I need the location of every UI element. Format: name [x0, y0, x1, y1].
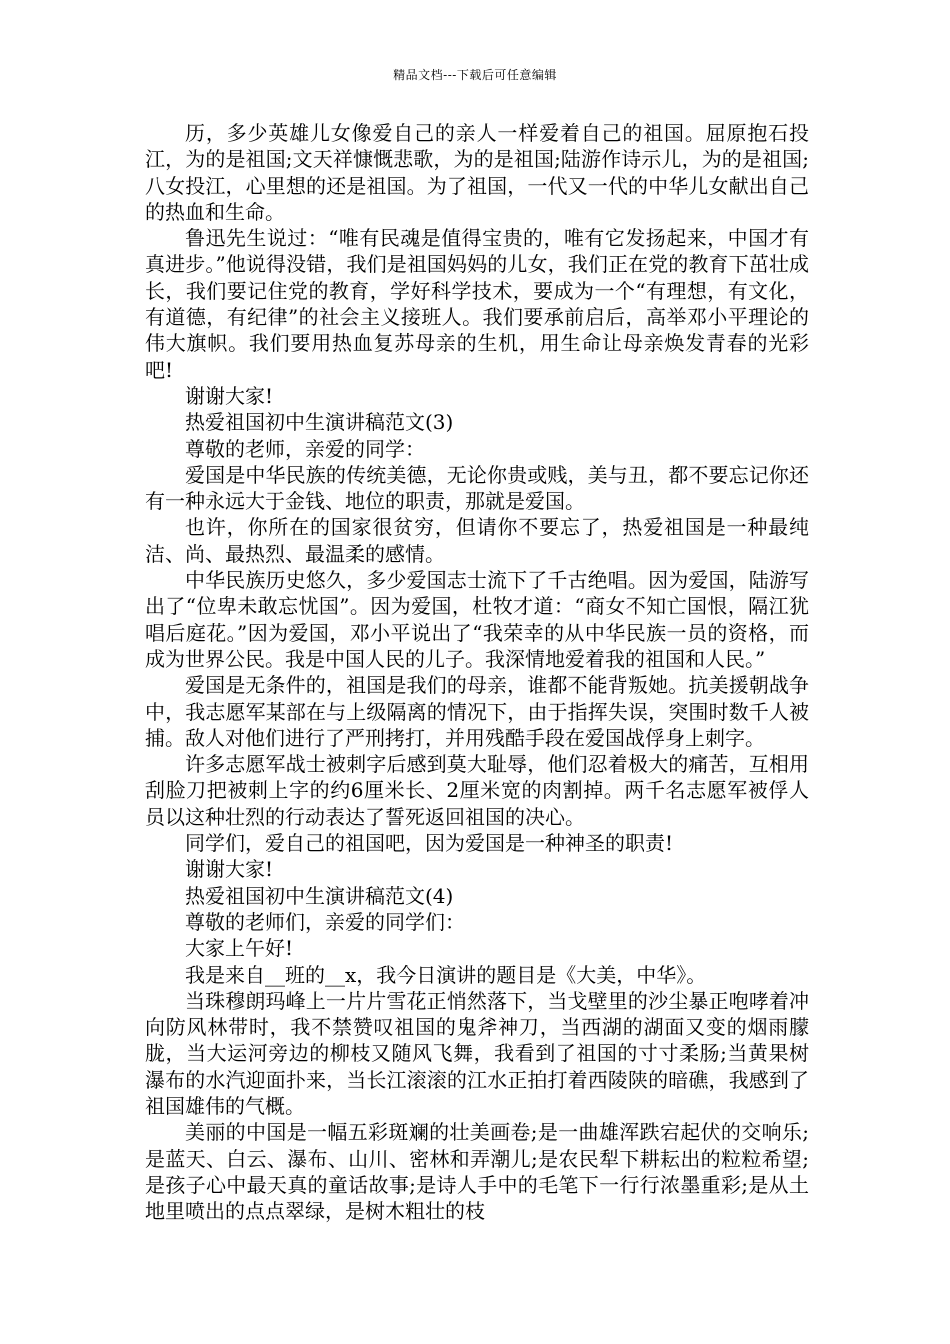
document-body: [145, 120, 809, 1224]
paragraph: 美丽的中国是一幅五彩斑斓的壮美画卷;是一曲雄浑跌宕起伏的交响乐;是蓝天、白云、瀑布、山川、密林和弄潮儿;是农民犁下耕耘出的粒粒希望;是孩子心中最天真的童话故事;是诗人手中的毛笔下一行行浓墨重彩;是从土地里喷出的点点翠绿，是树木粗壮的枝: [145, 1120, 809, 1224]
paragraph: 爱国是中华民族的传统美德，无论你贵或贱，美与丑，都不要忘记你还有一种永远大于金钱、地位的职责，那就是爱国。: [145, 462, 809, 514]
paragraph: 我是来自__班的__x，我今日演讲的题目是《大美，中华》。: [185, 962, 707, 987]
paragraph: 当珠穆朗玛峰上一片片雪花正悄然落下，当戈壁里的沙尘暴正咆哮着冲向防风林带时，我不禁赞叹祖国的鬼斧神刀，当西湖的湖面又变的烟雨朦胧，当大运河旁边的柳枝又随风飞舞，我看到了祖国的寸寸柔肠;当黄果树瀑布的水汽迎面扑来，当长江滚滚的江水正拍打着西陵陕的暗礁，我感到了祖国雄伟的气概。: [145, 988, 809, 1118]
paragraph: 同学们，爱自己的祖国吧，因为爱国是一种神圣的职责!: [185, 831, 674, 856]
section-heading: 热爱祖国初中生演讲稿范文(4): [185, 883, 454, 908]
paragraph: 鲁迅先生说过：“唯有民魂是值得宝贵的，唯有它发扬起来，中国才有真进步。”他说得没错，我们是祖国妈妈的儿女，我们正在党的教育下茁壮成长，我们要记住党的教育，学好科学技术，要成为一个“有理想，有文化，有道德，有纪律”的社会主义接班人。我们要承前启后，高举邓小平理论的伟大旗帜。我们要用热血复苏母亲的生机，用生命让母亲焕发青春的光彩吧!: [145, 226, 809, 382]
salutation: 尊敬的老师们，亲爱的同学们：: [185, 909, 465, 934]
paragraph: 谢谢大家!: [185, 383, 274, 408]
salutation: 尊敬的老师，亲爱的同学：: [185, 436, 425, 461]
paragraph: 许多志愿军战士被刺字后感到莫大耻辱，他们忍着极大的痛苦，互相用刮脸刀把被刺上字的约6厘米长、2厘米宽的肉割掉。两千名志愿军被俘人员以这种壮烈的行动表达了誓死返回祖国的决心。: [145, 752, 809, 829]
section-heading: 热爱祖国初中生演讲稿范文(3): [185, 410, 454, 435]
paragraph: 中华民族历史悠久，多少爱国志士流下了千古绝唱。因为爱国，陆游写出了“位卑未敢忘忧国”。因为爱国，杜牧才道：“商女不知亡国恨，隔江犹唱后庭花。”因为爱国，邓小平说出了“我荣幸的从中华民族一员的资格，而成为世界公民。我是中国人民的儿子。我深情地爱着我的祖国和人民。”: [145, 568, 809, 671]
paragraph: 爱国是无条件的，祖国是我们的母亲，谁都不能背叛她。抗美援朝战争中，我志愿军某部在与上级隔离的情况下，由于指挥失误，突围时数千人被捕。敌人对他们进行了严刑拷打，并用残酷手段在爱国战俘身上刺字。: [145, 673, 809, 750]
paragraph: 也许，你所在的国家很贫穷，但请你不要忘了，热爱祖国是一种最纯洁、尚、最热烈、最温柔的感情。: [145, 515, 809, 566]
paragraph: 谢谢大家!: [185, 857, 274, 882]
paragraph: 历，多少英雄儿女像爱自己的亲人一样爱着自己的祖国。屈原抱石投江，为的是祖国;文天祥慷慨悲歌，为的是祖国;陆游作诗示儿，为的是祖国;八女投江，心里想的还是祖国。为了祖国，一代又一代的中华儿女献出自己的热血和生命。: [145, 121, 809, 224]
paragraph: 大家上午好!: [185, 936, 294, 961]
page-header: 精品文档---下载后可任意编辑: [393, 68, 557, 82]
